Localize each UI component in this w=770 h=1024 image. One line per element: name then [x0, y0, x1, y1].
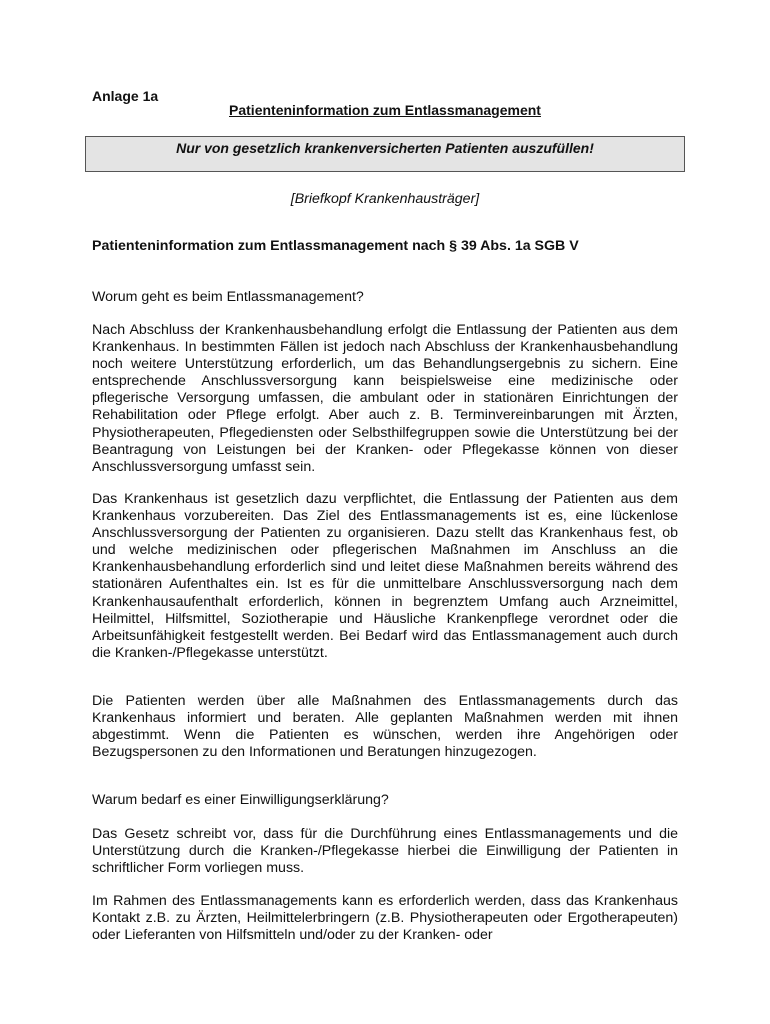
paragraph: Im Rahmen des Entlassmanagements kann es erforderlich werden, dass das Krankenhaus Kontakt z.B. zu Ärzten, Heilmittelerbringern (z.B. Physiotherapeuten oder Ergotherapeuten) oder Lieferanten von Hilfsmitteln und/oder zu der Kranken- oder: [92, 893, 678, 944]
paragraph: Das Krankenhaus ist gesetzlich dazu verpflichtet, die Entlassung der Patienten aus dem Krankenhaus vorzubereiten. Das Ziel des Entlassmanagements ist es, eine lückenlose Anschlussversorgung der Patienten zu organisieren. Dazu stellt das Krankenhaus fest, ob und welche medizinischen oder pflegerischen Maßnahmen im Anschluss an die Krankenhausbehandlung erforderlich sind und leitet diese Maßnahmen bereits während des stationären Aufenthaltes ein. Ist es für die unmittelbare Anschlussversorgung nach dem Krankenhausaufenthalt erforderlich, können in begrenztem Umfang auch Arzneimittel, Heilmittel, Hilfsmittel, Soziotherapie und Häusliche Krankenpflege verordnet oder die Arbeitsunfähigkeit festgestellt werden. Bei Bedarf wird das Entlassmanagement auch durch die Kranken-/Pflegekasse unterstützt.: [92, 491, 678, 661]
paragraph: Die Patienten werden über alle Maßnahmen des Entlassmanagements durch das Krankenhaus informiert und beraten. Alle geplanten Maßnahmen werden mit ihnen abgestimmt. Wenn die Patienten es wünschen, werden ihre Angehörigen oder Bezugspersonen zu den Informationen und Beratungen hinzugezogen.: [92, 693, 678, 761]
paragraph: Das Gesetz schreibt vor, dass für die Durchführung eines Entlassmanagements und die Unterstützung durch die Kranken-/Pflegekasse hierbei die Einwilligung der Patienten in schriftlicher Form vorliegen muss.: [92, 826, 678, 877]
document-title: Patienteninformation zum Entlassmanagement: [229, 102, 541, 118]
section-question: Worum geht es beim Entlassmanagement?: [92, 289, 364, 305]
paragraph: Nach Abschluss der Krankenhausbehandlung erfolgt die Entlassung der Patienten aus dem Krankenhaus. In bestimmten Fällen ist jedoch nach Abschluss der Krankenhausbehandlung noch weitere Unterstützung erforderlich, um das Behandlungsergebnis zu sichern. Eine entsprechende Anschlussversorgung kann beispielsweise eine medizinische oder pflegerische Versorgung umfassen, die ambulant oder in stationären Einrichtungen der Rehabilitation oder Pflege erfolgt. Aber auch z. B. Terminvereinbarungen mit Ärzten, Physiotherapeuten, Pflegediensten oder Selbsthilfegruppen sowie die Unterstützung bei der Beantragung von Leistungen bei der Kranken- oder Pflegekasse können von dieser Anschlussversorgung umfasst sein.: [92, 322, 678, 475]
annex-label: Anlage 1a: [92, 88, 159, 104]
section-question: Warum bedarf es einer Einwilligungserklärung?: [92, 792, 389, 808]
main-heading: Patienteninformation zum Entlassmanagement nach § 39 Abs. 1a SGB V: [92, 238, 579, 254]
letterhead-placeholder: [Briefkopf Krankenhausträger]: [290, 191, 480, 207]
notice-box: Nur von gesetzlich krankenversicherten Patienten auszufüllen!: [85, 136, 685, 172]
